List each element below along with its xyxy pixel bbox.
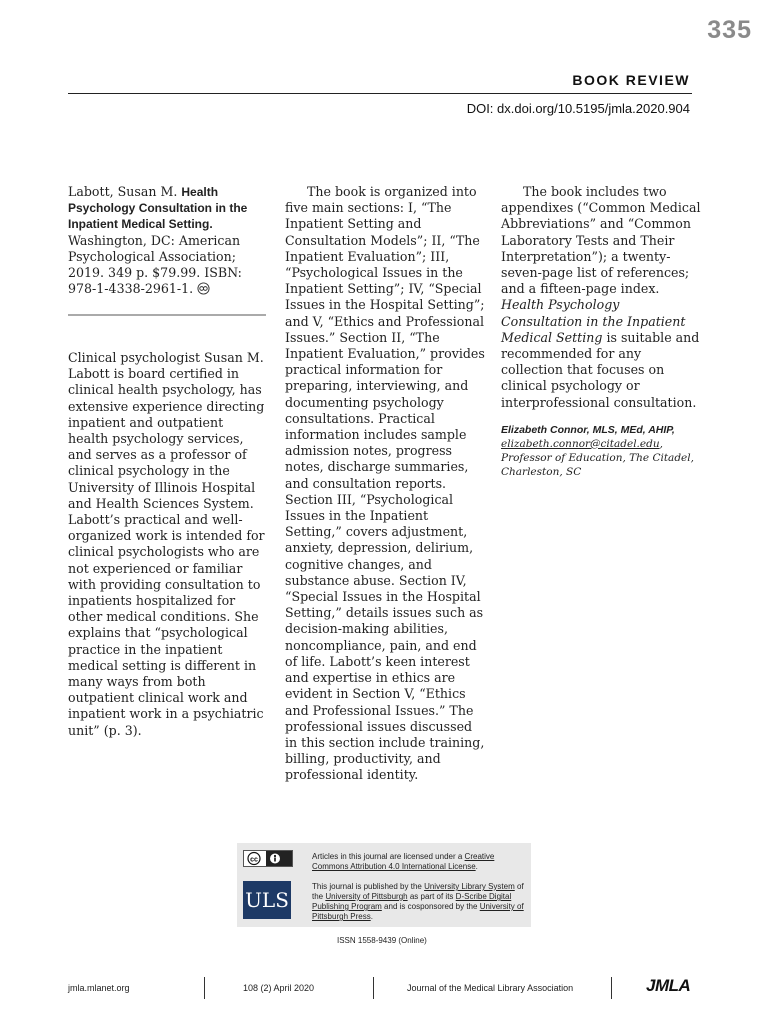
footer-divider — [611, 977, 612, 999]
open-access-icon — [197, 282, 210, 295]
uls-link[interactable]: University Library System — [424, 882, 515, 891]
reviewer-affiliation: , Professor of Education, The Citadel, Charleston, SC — [501, 437, 694, 478]
license-statement — [312, 852, 526, 872]
pitt-link[interactable]: University of Pittsburgh — [325, 892, 408, 901]
cc-by-graphic — [244, 851, 292, 866]
footer-divider — [204, 977, 205, 999]
citation — [68, 184, 266, 297]
footer-issue: 108 (2) April 2020 — [243, 983, 315, 993]
review-paragraph-3-end: is suitable and recommended for any collection that focuses on clinical psychology or interprofessional consultation. — [501, 329, 700, 410]
publisher-text-d: and is cosponsored by the — [384, 902, 478, 911]
cc-license-link[interactable]: Creative Commons Attribution 4.0 International License — [312, 852, 495, 871]
section-label: BOOK REVIEW — [572, 72, 690, 88]
reviewer-name: Elizabeth Connor, MLS, MEd, AHIP, — [501, 423, 675, 436]
license-text-end: . — [475, 862, 478, 871]
review-paragraph-3-start: The book includes two appendixes (“Common Medical Abbreviations” and “Common Laboratory Tests and Their Interpretation”); a twenty-seven-page list of references; and a fifteen-page index. — [501, 184, 701, 297]
citation-author: Labott, Susan M. — [68, 184, 178, 199]
reviewer-email-link[interactable]: elizabeth.connor@citadel.edu — [501, 437, 660, 450]
uls-logo: ULS — [243, 881, 291, 919]
review-paragraph-2: The book is organized into five main sections: I, “The Inpatient Setting and Consultation Models”; II, “The Inpatient Evaluation”; III, “Psychological Issues in the Inpatient Setting”; IV, “Special Issues in the Hospital Setting”; and V, “Ethics and Professional Issues.” Section II, “The Inpatient Evaluation,” provides practical information for preparing, interviewing, and documenting psychology consultations. Practical information includes sample admission notes, progress notes, discharge summaries, and consultation reports. Section III, “Psychological Issues in the Inpatient Setting,” covers adjustment, anxiety, depression, delirium, cognitive changes, and substance abuse. Section IV, “Special Issues in the Hospital Setting,” details issues such as decision-making abilities, noncompliance, pain, and end of life. Labott’s keen interest and expertise in ethics are evident in Section V, “Ethics and Professional Issues.” The professional issues discussed in this section include training, billing, productivity, and professional identity. — [285, 184, 485, 783]
citation-divider — [68, 314, 266, 316]
author-block — [501, 423, 701, 479]
jmla-logo: JMLA — [646, 976, 691, 995]
cc-by-icon[interactable] — [243, 850, 293, 867]
license-text: Articles in this journal are licensed under a — [312, 852, 463, 861]
issn: ISSN 1558-9439 (Online) — [337, 936, 427, 945]
publisher-text-a: This journal is published by the — [312, 882, 422, 891]
pitt-press-link[interactable]: University of Pittsburgh Press — [312, 902, 524, 921]
review-paragraph-3 — [501, 184, 701, 411]
review-column-3 — [501, 184, 701, 479]
footer-journal: Journal of the Medical Library Association — [407, 983, 574, 993]
page-number: 335 — [707, 16, 752, 44]
header-rule — [68, 93, 692, 94]
book-title-italic: Health Psychology Consultation in the Inpatient Medical Setting — [501, 297, 686, 345]
publisher-text-end: . — [370, 912, 373, 921]
publisher-text-b: of the — [312, 882, 524, 901]
dscribe-link[interactable]: D-Scribe Digital Publishing Program — [312, 892, 512, 911]
footer-divider — [373, 977, 374, 999]
review-paragraph-1: Clinical psychologist Susan M. Labott is board certified in clinical health psychology, has extensive experience directing inpatient and outpatient health psychology services, and serves as a professor of clinical psychology in the University of Illinois Hospital and Health Sciences System. Labott’s practical and well-organized work is intended for clinical psychologists who are not experienced or familiar with providing consultation to inpatients hospitalized for other medical conditions. She explains that “psychological practice in the inpatient medical setting is different in many ways from both outpatient clinical work and inpatient work in a psychiatric unit” (p. 3). — [68, 350, 265, 738]
citation-pub-info: Washington, DC: American Psychological Association; 2019. 349 p. $79.99. ISBN: 978-1-4338-2961-1. — [68, 232, 242, 297]
doi-link[interactable]: DOI: dx.doi.org/10.5195/jmla.2020.904 — [466, 101, 690, 116]
citation-title: Health Psychology Consultation in the Inpatient Medical Setting. — [68, 185, 248, 232]
footer-url[interactable]: jmla.mlanet.org — [68, 983, 130, 993]
review-column-2 — [285, 184, 485, 784]
publisher-statement — [312, 882, 526, 922]
publisher-text-c: as part of its — [409, 892, 454, 901]
review-column-1 — [68, 350, 266, 739]
svg-text:cc: cc — [250, 856, 258, 864]
